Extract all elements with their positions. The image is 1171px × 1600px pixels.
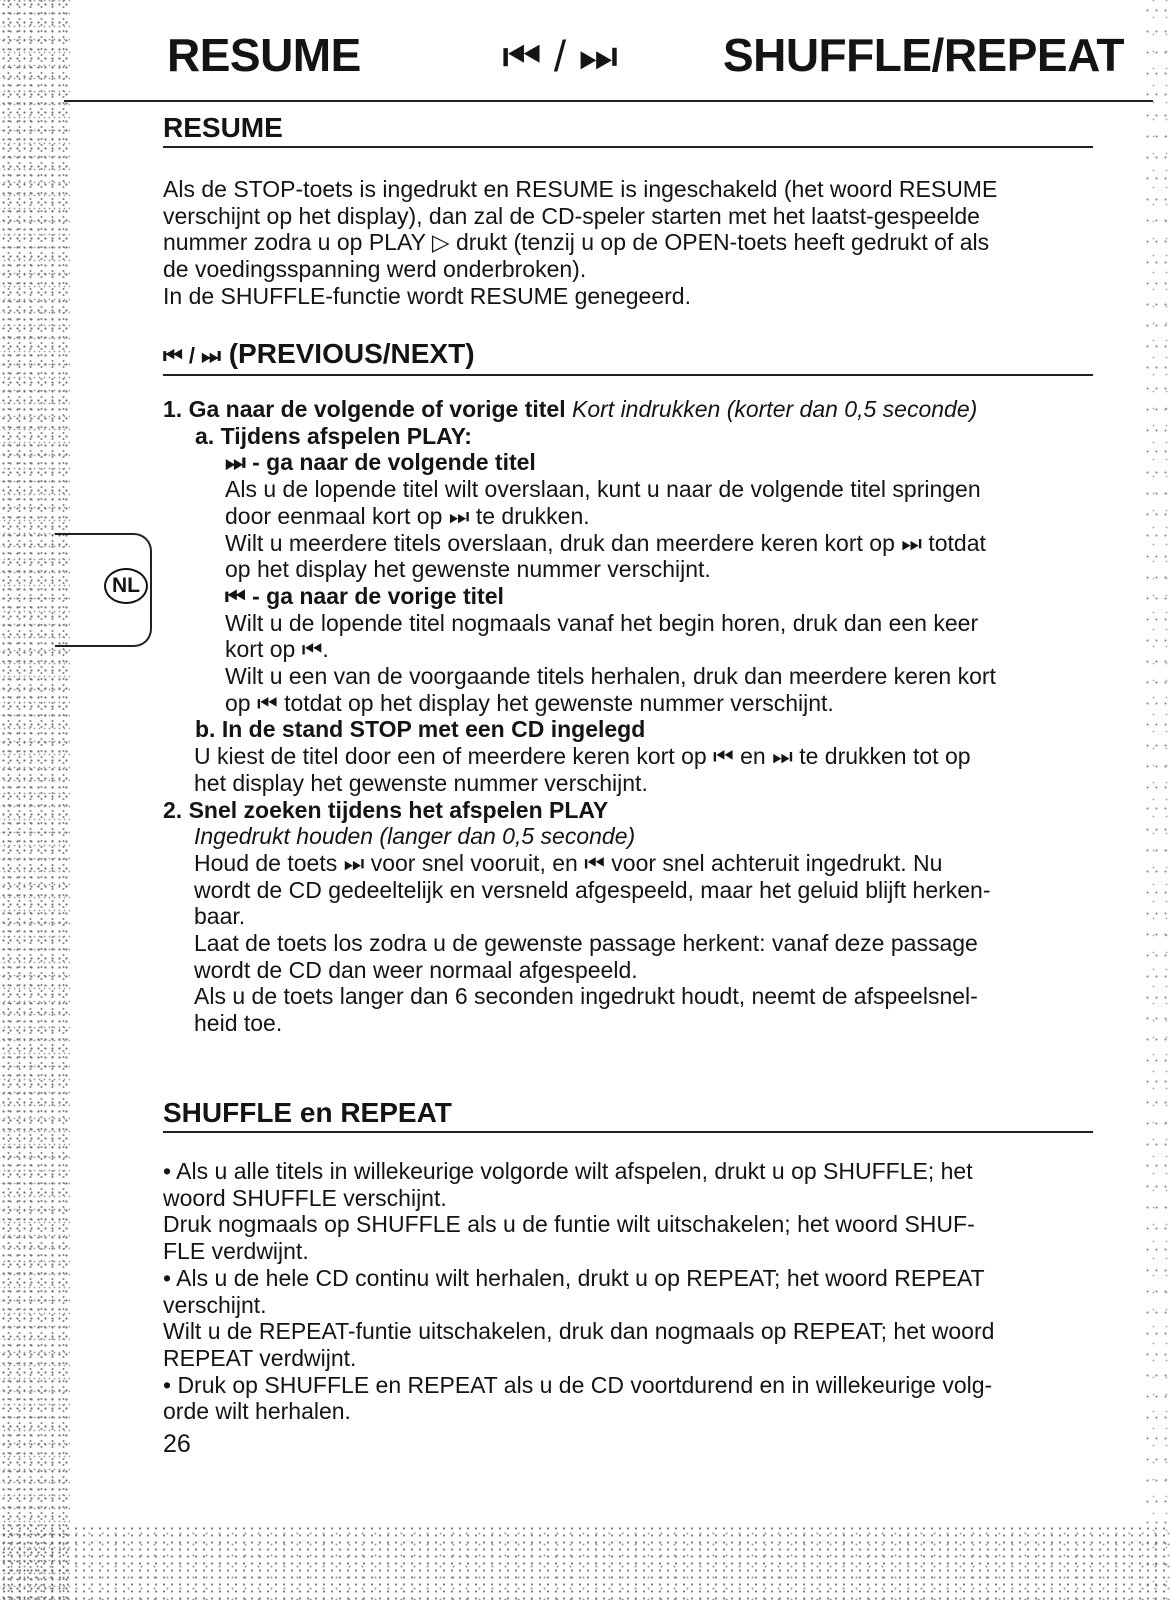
- header-rule: [64, 100, 1153, 102]
- prevnext-section: [163, 338, 1093, 376]
- prev-line: Wilt u een van de voorgaande titels herhalen, druk dan meerdere keren kort: [225, 663, 996, 690]
- language-badge: NL: [104, 568, 148, 604]
- prev-next-icon: ⏮ / ⏭: [163, 343, 221, 368]
- scan-edge-bottom: [0, 1525, 1171, 1600]
- section-title-prevnext: [163, 338, 1093, 376]
- prev-line: kort op ⏮.: [225, 636, 329, 663]
- resume-line: de voedingsspanning werd onderbroken).: [163, 256, 587, 283]
- prev-line: op ⏮ totdat op het display het gewenste nummer verschijnt.: [225, 689, 834, 716]
- header-title-resume: RESUME: [167, 29, 361, 81]
- item2-line: Laat de toets los zodra u de gewenste passage herkent: vanaf deze passage: [194, 930, 978, 957]
- next-line: op het display het gewenste nummer verschijnt.: [225, 556, 711, 583]
- shuffle-line: orde wilt herhalen.: [163, 1398, 351, 1425]
- prev-line: Wilt u de lopende titel nogmaals vanaf het begin horen, druk dan een keer: [225, 609, 979, 636]
- resume-line: nummer zodra u op PLAY ▷ drukt (tenzij u op de OPEN-toets heeft gedrukt of als: [163, 229, 990, 256]
- item1-heading: 1. Ga naar de volgende of vorige titel: [163, 396, 566, 422]
- item1-note: Kort indrukken (korter dan 0,5 seconde): [572, 396, 978, 422]
- next-line: door eenmaal kort op ⏭ te drukken.: [225, 502, 590, 529]
- resume-line: verschijnt op het display), dan zal de CD-speler starten met het laatst-gespeelde: [163, 202, 980, 229]
- shuffle-line: verschijnt.: [163, 1291, 267, 1318]
- shuffle-line: REPEAT verdwijnt.: [163, 1344, 357, 1371]
- shuffle-body: [163, 1158, 1093, 1425]
- header-title-shuffle-repeat: SHUFFLE/REPEAT: [722, 29, 1124, 81]
- next-line: Als u de lopende titel wilt overslaan, kunt u naar de volgende titel springen: [225, 476, 981, 503]
- shuffle-line: Wilt u de REPEAT-funtie uitschakelen, druk dan nogmaals op REPEAT; het woord: [163, 1318, 995, 1345]
- section-title-shuffle-repeat: SHUFFLE en REPEAT: [163, 1097, 1093, 1133]
- scan-edge-right: [1143, 0, 1171, 1600]
- shuffle-line: woord SHUFFLE verschijnt.: [163, 1184, 447, 1211]
- next-line: Wilt u meerdere titels overslaan, druk dan meerdere keren kort op ⏭ totdat: [225, 529, 986, 556]
- prevnext-body: [163, 396, 1093, 1037]
- item2-line: Als u de toets langer dan 6 seconden ingedrukt houdt, neemt de afspeelsnel-: [194, 983, 978, 1010]
- header-prev-next-symbols: ⏮ / ⏭: [502, 32, 618, 81]
- prev-heading: ⏮ - ga naar de vorige titel: [225, 582, 504, 609]
- shuffle-section: [163, 1097, 1093, 1133]
- item2-line: wordt de CD gedeeltelijk en versneld afgespeeld, maar het geluid blijft herken-: [194, 876, 991, 903]
- item1a-heading: a. Tijdens afspelen PLAY:: [195, 422, 472, 449]
- section-title-prevnext-text: (PREVIOUS/NEXT): [228, 338, 475, 369]
- section-title-resume: RESUME: [163, 112, 1093, 148]
- next-heading: ⏭ - ga naar de volgende titel: [225, 449, 536, 476]
- shuffle-line: FLE verdwijnt.: [163, 1238, 309, 1265]
- shuffle-line: Druk nogmaals op SHUFFLE als u de funtie wilt uitschakelen; het woord SHUF-: [163, 1211, 975, 1238]
- item2-note: Ingedrukt houden (langer dan 0,5 seconde): [194, 823, 636, 850]
- scan-edge-left: [0, 0, 70, 1600]
- item2-line: heid toe.: [194, 1010, 283, 1037]
- shuffle-line: • Druk op SHUFFLE en REPEAT als u de CD voortdurend en in willekeurige volg-: [163, 1371, 993, 1398]
- item1b-line: het display het gewenste nummer verschijnt.: [194, 769, 648, 796]
- shuffle-line: • Als u de hele CD continu wilt herhalen, drukt u op REPEAT; het woord REPEAT: [163, 1264, 985, 1291]
- resume-line: Als de STOP-toets is ingedrukt en RESUME is ingeschakeld (het woord RESUME: [163, 176, 998, 202]
- item1b-line: U kiest de titel door een of meerdere keren kort op ⏮ en ⏭ te drukken tot op: [194, 743, 971, 770]
- page-number: 26: [163, 1430, 191, 1458]
- resume-body: [163, 176, 1093, 310]
- shuffle-line: • Als u alle titels in willekeurige volgorde wilt afspelen, drukt u op SHUFFLE; het: [163, 1158, 973, 1184]
- resume-line: In de SHUFFLE-functie wordt RESUME genegeerd.: [163, 282, 691, 309]
- resume-section: [163, 112, 1093, 148]
- item1b-heading: b. In de stand STOP met een CD ingelegd: [195, 716, 646, 743]
- item2-line: Houd de toets ⏭ voor snel vooruit, en ⏮ voor snel achteruit ingedrukt. Nu: [194, 849, 943, 876]
- item2-line: wordt de CD dan weer normaal afgespeeld.: [194, 956, 638, 983]
- item2-line: baar.: [194, 903, 246, 930]
- item2-heading: 2. Snel zoeken tijdens het afspelen PLAY: [163, 796, 609, 823]
